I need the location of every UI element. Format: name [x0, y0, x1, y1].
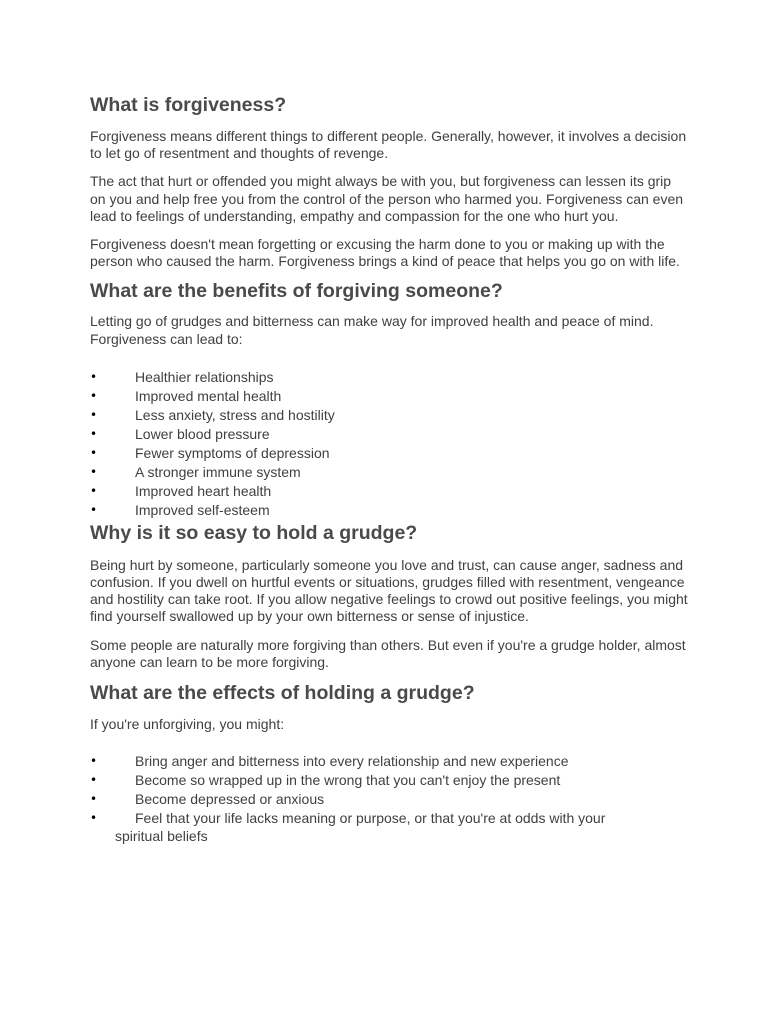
list-item-text: Healthier relationships [135, 368, 274, 385]
bullet-icon: • [90, 426, 98, 441]
list-item [90, 425, 690, 444]
paragraph: Forgiveness doesn't mean forgetting or excusing the harm done to you or making up with the person who caused the harm. Forgiveness brings a kind of peace that helps you go on with life. [90, 236, 680, 270]
list-item-text: Fewer symptoms of depression [135, 444, 330, 461]
list-item [90, 790, 690, 809]
list-item-text: Less anxiety, stress and hostility [135, 406, 335, 423]
bullet-icon: • [90, 754, 98, 769]
bullet-icon: • [90, 502, 98, 517]
benefits-list [90, 368, 690, 520]
list-item [90, 406, 690, 425]
bullet-icon: • [90, 388, 98, 403]
list-item [90, 771, 690, 790]
paragraph: Being hurt by someone, particularly someone you love and trust, can cause anger, sadness and confusion. If you dwell on hurtful events or situations, grudges filled with resentment, vengeance and hostility can take root. If you allow negative feelings to crowd out positive feelings, you might find yourself swallowed up by your own bitterness or sense of injustice. [90, 556, 688, 625]
paragraph: Letting go of grudges and bitterness can make way for improved health and peace of mind. Forgiveness can lead to: [90, 313, 654, 347]
list-item-text: Feel that your life lacks meaning or purpose, or that you're at odds with your [135, 810, 606, 827]
paragraph: Forgiveness means different things to different people. Generally, however, it involves a decision to let go of resentment and thoughts of revenge. [90, 128, 687, 162]
list-item [90, 463, 690, 482]
bullet-icon: • [90, 407, 98, 422]
paragraph: Some people are naturally more forgiving than others. But even if you're a grudge holder, almost anyone can learn to be more forgiving. [90, 636, 686, 670]
list-item-text: Become depressed or anxious [135, 791, 325, 808]
list-item [90, 368, 690, 387]
bullet-icon: • [90, 464, 98, 479]
section-heading-why-hold-grudge: Why is it so easy to hold a grudge? [90, 521, 418, 544]
list-item-text: Improved self-esteem [135, 501, 270, 518]
paragraph: The act that hurt or offended you might always be with you, but forgiveness can lessen its grip on you and help free you from the control of the person who harmed you. Forgiveness can even lead to feelings of understanding, empathy and compassion for the one who hurt you. [90, 173, 684, 224]
list-item-text: A stronger immune system [135, 463, 301, 480]
section-heading-effects-of-grudge: What are the effects of holding a grudge? [90, 682, 475, 705]
bullet-icon: • [90, 483, 98, 498]
list-item-text: Lower blood pressure [135, 425, 270, 442]
bullet-icon: • [90, 445, 98, 460]
list-item-text-continuation: spiritual beliefs [115, 828, 208, 845]
list-item [90, 482, 690, 501]
paragraph: If you're unforgiving, you might: [90, 716, 285, 733]
list-item-text: Improved heart health [135, 482, 272, 499]
list-item [90, 501, 690, 520]
list-item-text: Improved mental health [135, 387, 282, 404]
list-item [90, 444, 690, 463]
list-item [90, 752, 690, 771]
list-item-text: Become so wrapped up in the wrong that you can't enjoy the present [135, 772, 561, 789]
bullet-icon: • [90, 773, 98, 788]
section-heading-benefits: What are the benefits of forgiving someone? [90, 280, 503, 303]
bullet-icon: • [90, 811, 98, 826]
section-heading-what-is-forgiveness: What is forgiveness? [90, 94, 287, 116]
effects-list [90, 752, 690, 845]
bullet-icon: • [90, 369, 98, 384]
bullet-icon: • [90, 792, 98, 807]
list-item [90, 809, 690, 845]
document-page [90, 92, 690, 845]
list-item [90, 387, 690, 406]
list-item-text: Bring anger and bitterness into every relationship and new experience [135, 753, 569, 770]
